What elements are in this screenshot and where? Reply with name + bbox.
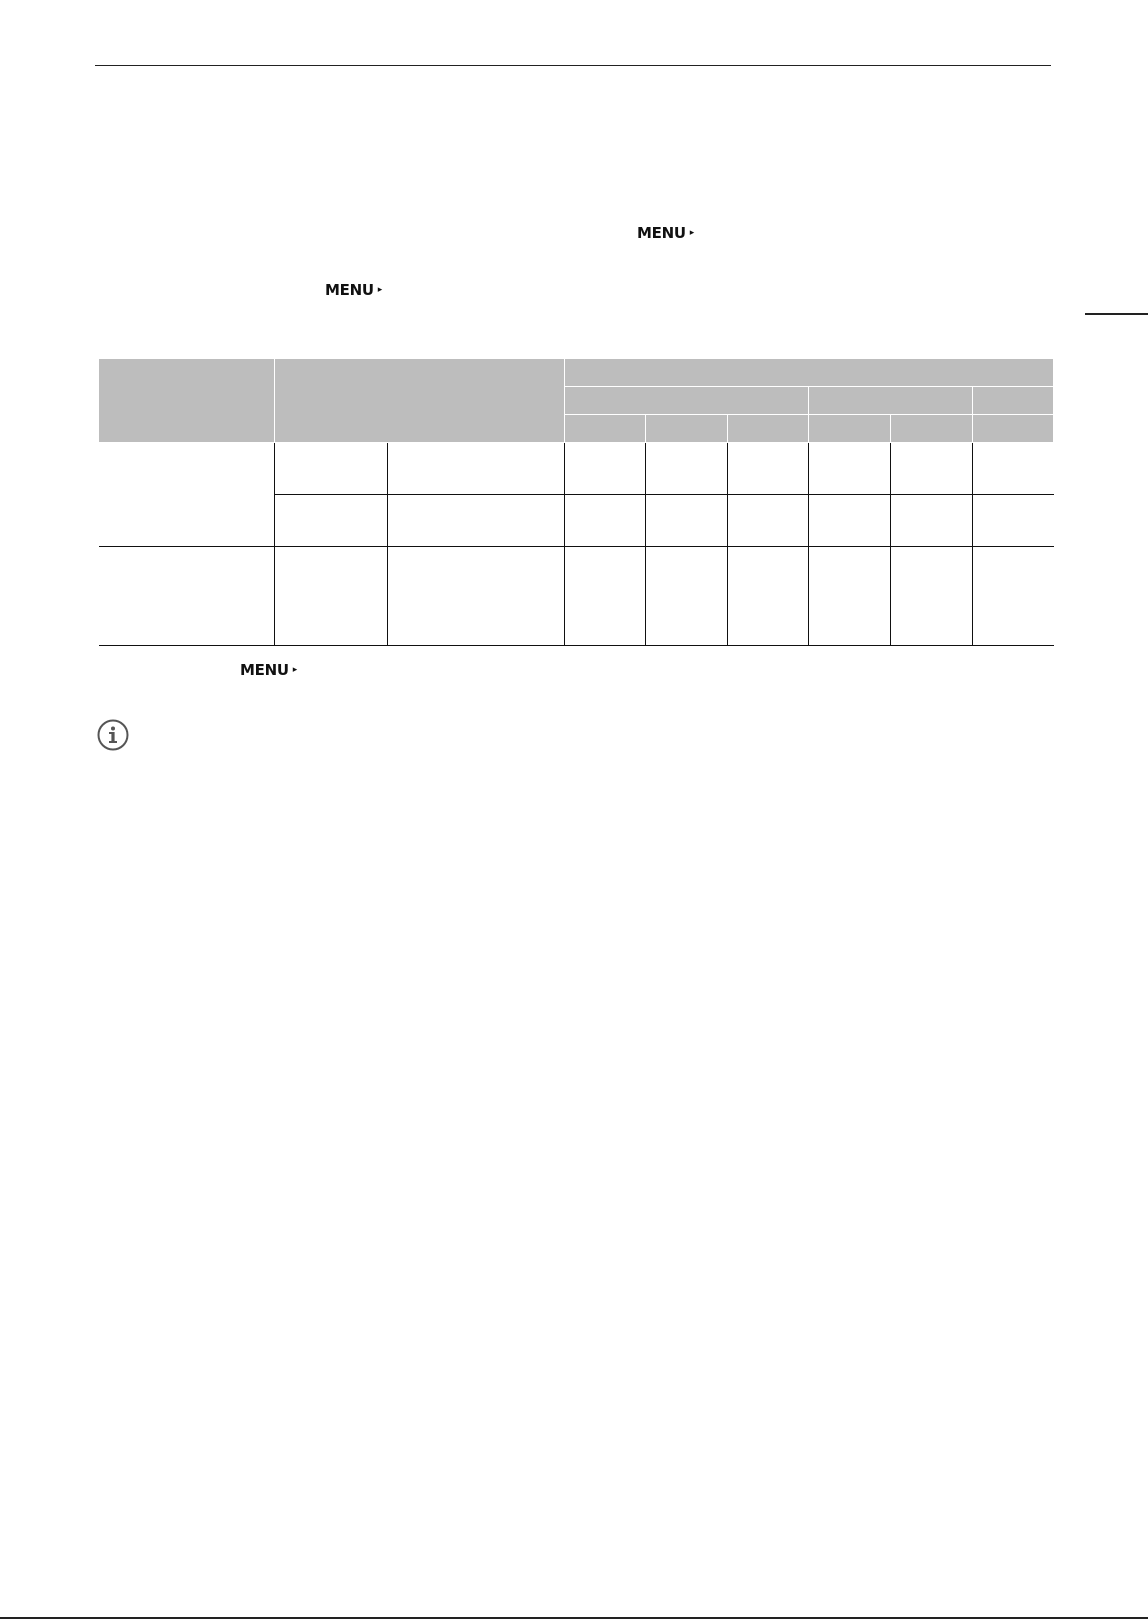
header-cell bbox=[809, 415, 891, 443]
table-cell bbox=[388, 495, 565, 547]
header-cell bbox=[973, 387, 1054, 415]
header-cell bbox=[565, 387, 809, 415]
table-cell bbox=[973, 547, 1054, 646]
menu-label: MENU bbox=[240, 661, 289, 679]
table-cell bbox=[809, 495, 891, 547]
table-cell bbox=[646, 495, 728, 547]
menu-badge-3 bbox=[240, 660, 297, 680]
play-arrow-icon: ▸ bbox=[689, 228, 694, 238]
table-cell bbox=[565, 495, 646, 547]
table-cell bbox=[891, 443, 973, 495]
table-row bbox=[99, 443, 1054, 495]
play-arrow-icon: ▸ bbox=[377, 285, 382, 295]
table-cell bbox=[973, 495, 1054, 547]
header-cell bbox=[728, 415, 809, 443]
footer-rule bbox=[0, 1617, 1148, 1619]
table-cell bbox=[275, 443, 388, 495]
header-cell bbox=[275, 359, 565, 443]
section-tab-marker bbox=[1085, 313, 1148, 315]
header-rule bbox=[95, 65, 1051, 66]
spec-table bbox=[98, 358, 1054, 646]
header-cell bbox=[99, 359, 275, 443]
table-cell bbox=[99, 547, 275, 646]
table-cell bbox=[728, 547, 809, 646]
table-row bbox=[99, 547, 1054, 646]
table-cell bbox=[565, 443, 646, 495]
menu-label: MENU bbox=[637, 224, 686, 242]
header-cell bbox=[891, 415, 973, 443]
table-cell bbox=[728, 443, 809, 495]
menu-badge-2 bbox=[325, 280, 382, 300]
header-cell bbox=[809, 387, 973, 415]
table-cell bbox=[275, 495, 388, 547]
table-cell bbox=[809, 443, 891, 495]
table-cell bbox=[646, 547, 728, 646]
header-cell bbox=[565, 415, 646, 443]
table-cell bbox=[809, 547, 891, 646]
menu-label: MENU bbox=[325, 281, 374, 299]
play-arrow-icon: ▸ bbox=[292, 665, 297, 675]
table-cell bbox=[565, 547, 646, 646]
table-cell bbox=[275, 547, 388, 646]
table-cell bbox=[891, 495, 973, 547]
table-cell bbox=[388, 547, 565, 646]
table-cell bbox=[388, 443, 565, 495]
table-cell bbox=[99, 443, 275, 547]
table-cell bbox=[973, 443, 1054, 495]
menu-badge-1 bbox=[637, 223, 694, 243]
table-cell bbox=[646, 443, 728, 495]
header-cell bbox=[973, 415, 1054, 443]
table-cell bbox=[728, 495, 809, 547]
info-circle-icon bbox=[97, 719, 129, 751]
header-cell bbox=[646, 415, 728, 443]
header-cell bbox=[565, 359, 1054, 387]
table-cell bbox=[891, 547, 973, 646]
